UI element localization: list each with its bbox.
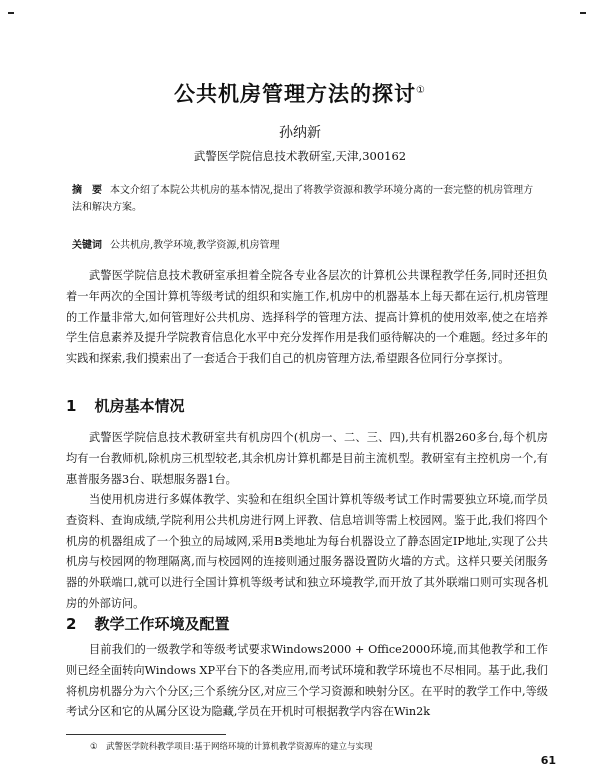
- paper-title: [0, 78, 600, 108]
- section-1-number: 1: [66, 397, 77, 415]
- author-name: 孙纳新: [279, 125, 321, 141]
- author-affiliation: 武警医学院信息技术教研室,天津,300162: [193, 149, 407, 163]
- intro-paragraph: 武警医学院信息技术教研室承担着全院各专业各层次的计算机公共课程教学任务,同时还担负着一年两次的全国计算机等级考试的组织和实施工作,机房中的机器基本上每天都在运行,机房管理的工作量非常大,如何管理好公共机房、选择科学的管理方法、提高计算机的使用效率,使之在培养学生信息素养及提升学院教育信息化水平中充分发挥作用是我们亟待解决的一个难题。经过多年的实践和探索,我们摸索出了一套适合于我们自己的机房管理方法,希望跟各位同行分享探讨。: [66, 269, 548, 366]
- abstract: [72, 182, 542, 216]
- keywords-label: 关键词: [72, 240, 102, 251]
- abstract-label: 摘 要: [72, 185, 102, 196]
- section-2-paragraph-1: 目前我们的一级教学和等级考试要求Windows2000 + Office2000环境,而其他教学和工作则已经全面转向Windows XP平台下的各类应用,而考试环境和教学环境也不尽相同。基于此,我们将机房机器分为六个分区;三个系统分区,对应三个学习资源和映射分区。在平时的教学工作中,等级考试分区和它的从属分区设为隐藏,学员在开机时可根据教学内容在Win2k: [66, 643, 548, 719]
- section-2-title: 教学工作环境及配置: [94, 615, 230, 633]
- page-number: 61: [540, 754, 556, 767]
- footnote: ① 武警医学院科教学项目:基于网络环境的计算机教学资源库的建立与实现: [90, 742, 373, 752]
- corner-mark-right: [580, 12, 586, 14]
- section-1-paragraph-1: 武警医学院信息技术教研室共有机房四个(机房一、二、三、四),共有机器260多台,每个机房均有一台教师机,除机房三机型较老,其余机房计算机都是目前主流机型。教研室有主控机房一个,有惠普服务器3台、联想服务器1台。: [66, 431, 548, 486]
- footnote-rule: [66, 734, 226, 735]
- corner-mark-left: [8, 12, 14, 14]
- keywords-text: 公共机房,教学环境,教学资源,机房管理: [110, 240, 280, 251]
- title-footnote-marker: ①: [416, 85, 426, 96]
- keywords: [72, 236, 542, 251]
- title-text: 公共机房管理方法的探讨: [174, 82, 417, 106]
- section-2-number: 2: [66, 615, 77, 633]
- section-1-title: 机房基本情况: [94, 397, 185, 415]
- section-1-paragraph-2: 当使用机房进行多媒体教学、实验和在组织全国计算机等级考试工作时需要独立环境,而学员查资料、查询成绩,学院利用公共机房进行网上评教、信息培训等需上校园网。鉴于此,我们将四个机房的机器组成了一个独立的局域网,采用B类地址为每台机器设立了静态固定IP地址,实现了公共机房与校园网的物理隔离,而与校园网的连接则通过服务器设置防火墙的方式。这样只要关闭服务器的外联端口,就可以进行全国计算机等级考试和独立环境教学,而开放了其外联端口则可实现各机房的外部访问。: [66, 493, 548, 610]
- section-1-heading: [66, 395, 184, 416]
- abstract-text: 本文介绍了本院公共机房的基本情况,提出了将教学资源和教学环境分离的一套完整的机房管理方法和解决方案。: [72, 185, 534, 213]
- section-2-heading: [66, 613, 229, 634]
